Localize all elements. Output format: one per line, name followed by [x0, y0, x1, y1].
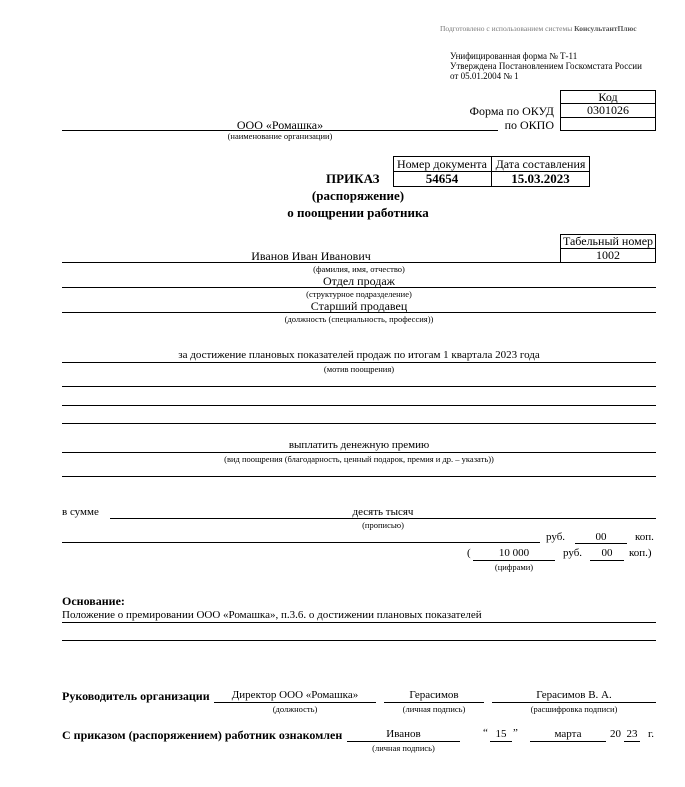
kop-value-1: 00	[595, 531, 607, 543]
order-subtitle: (распоряжение)	[311, 188, 405, 203]
department: Отдел продаж	[323, 274, 395, 288]
doc-number-header: Номер документа	[396, 157, 488, 171]
position: Старший продавец	[310, 299, 408, 313]
position-caption: (должность (специальность, профессия))	[284, 314, 434, 324]
year-prefix: 20	[610, 728, 621, 740]
reward-caption: (вид поощрения (благодарность, ценный подарок, премия и др. – указать))	[224, 454, 494, 464]
amount-digits-caption: (цифрами)	[494, 562, 534, 572]
okud-label: Форма по ОКУД	[469, 104, 554, 118]
order-topic: о поощрении работника	[287, 205, 429, 220]
manager-signature-caption: (личная подпись)	[402, 704, 466, 714]
organization-caption: (наименование организации)	[227, 131, 333, 141]
manager-label: Руководитель организации	[62, 689, 210, 703]
open-paren: (	[467, 547, 471, 559]
manager-signature: Герасимов	[409, 689, 459, 701]
amount-words-caption: (прописью)	[362, 520, 404, 530]
year-suffix: г.	[648, 728, 655, 740]
tab-number-header: Табельный номер	[562, 234, 654, 248]
department-caption: (структурное подразделение)	[306, 289, 412, 299]
okud-value: 0301026	[587, 103, 629, 117]
acquaint-label: С приказом (распоряжением) работник ознакомлен	[62, 728, 343, 742]
consultant-note	[440, 24, 637, 33]
amount-digits: 10 000	[498, 547, 530, 559]
approved-date-label: от 05.01.2004 № 1	[450, 71, 519, 81]
acquaint-month: марта	[554, 728, 582, 740]
kop-label-2: коп.)	[629, 547, 652, 559]
motive-caption: (мотив поощрения)	[323, 364, 395, 374]
code-header: Код	[598, 90, 618, 104]
doc-number: 54654	[425, 171, 459, 186]
doc-date-header: Дата составления	[495, 157, 586, 171]
rub-label-2: руб.	[563, 547, 583, 559]
motive-text: за достижение плановых показателей продаж по итогам 1 квартала 2023 года	[178, 349, 540, 361]
basis-label: Основание:	[62, 594, 125, 608]
kop-label-1: коп.	[635, 531, 654, 543]
quote-close: ”	[513, 727, 518, 739]
basis-text: Положение о премировании ООО «Ромашка», п.3.6. о достижении плановых показателей	[62, 609, 482, 621]
okpo-label: по ОКПО	[504, 118, 554, 132]
consultant-brand: КонсультантПлюс	[574, 24, 637, 33]
approved-by-label: Утверждена Постановлением Госкомстата России	[450, 61, 642, 71]
manager-position: Директор ООО «Ромашка»	[231, 689, 359, 701]
quote-open: “	[483, 727, 488, 739]
reward-text: выплатить денежную премию	[288, 439, 430, 451]
manager-position-caption: (должность)	[272, 704, 318, 714]
acquaint-signature-caption: (личная подпись)	[372, 743, 435, 753]
doc-date: 15.03.2023	[511, 171, 570, 186]
unified-form-label: Унифицированная форма № Т-11	[450, 51, 578, 61]
employee-name: Иванов Иван Иванович	[251, 249, 371, 263]
acquaint-day: 15	[495, 728, 507, 740]
kop-value-2: 00	[601, 547, 613, 559]
rub-label-1: руб.	[546, 531, 566, 543]
order-title: ПРИКАЗ	[326, 171, 380, 186]
manager-decoding-caption: (расшифровка подписи)	[530, 704, 618, 714]
acquaint-signature: Иванов	[386, 728, 421, 740]
employee-name-caption: (фамилия, имя, отчество)	[313, 264, 405, 274]
acquaint-year: 23	[626, 728, 638, 740]
manager-decoding: Герасимов В. А.	[536, 689, 612, 701]
amount-label: в сумме	[62, 506, 99, 518]
consultant-note-text: Подготовлено с использованием системы	[440, 24, 573, 33]
amount-words: десять тысяч	[352, 506, 414, 518]
organization-name: ООО «Ромашка»	[236, 118, 324, 132]
tab-number: 1002	[596, 248, 620, 262]
